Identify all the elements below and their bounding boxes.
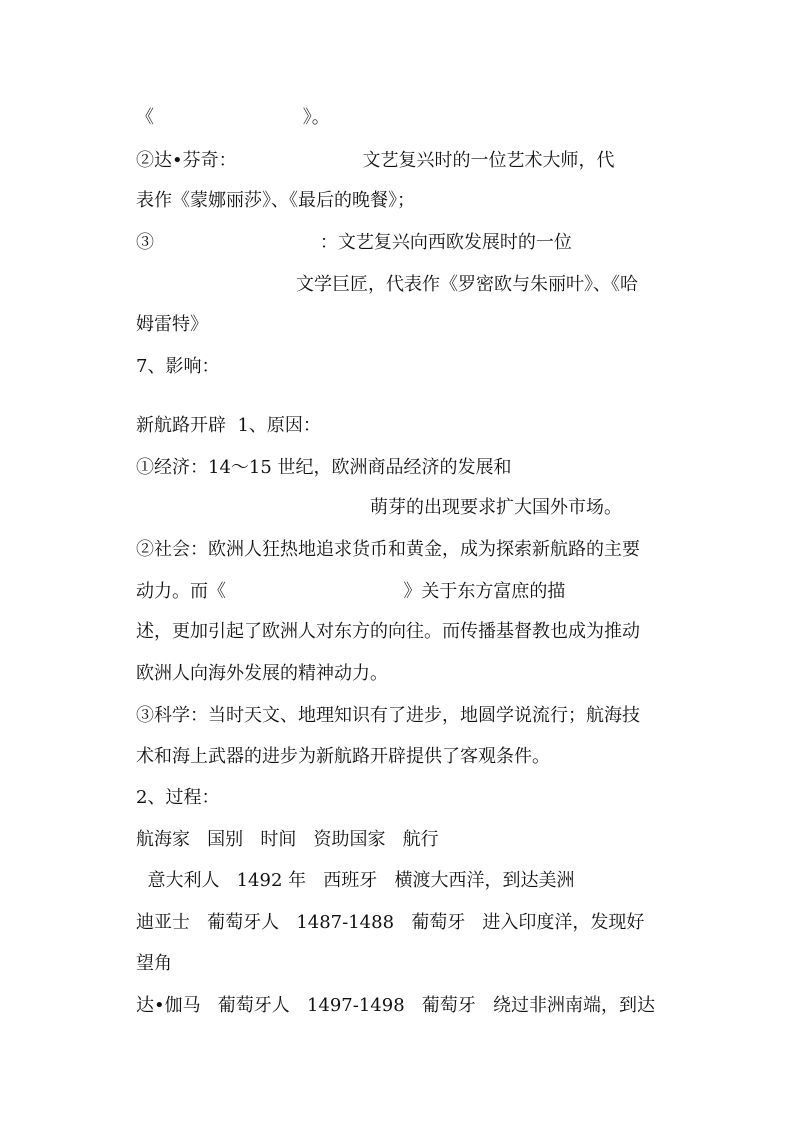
text-line: 航海家 国别 时间 资助国家 航行 (136, 829, 439, 850)
text-line: 姆雷特》 (136, 314, 208, 335)
text-line: ②社会：欧洲人狂热地追求货币和黄金，成为探索新航路的主要 (136, 539, 640, 560)
text-line: 动力。而《 》关于东方富庶的描 (136, 581, 566, 602)
text-line: 术和海上武器的进步为新航路开辟提供了客观条件。 (136, 746, 550, 767)
text-line: ②达•芬奇： 文艺复兴时的一位艺术大师，代 (136, 150, 615, 171)
text-line: 萌芽的出现要求扩大国外市场。 (370, 497, 622, 518)
text-line: 表作《蒙娜丽莎》、《最后的晚餐》； (136, 190, 415, 211)
text-line: 迪亚士 葡萄牙人 1487-1488 葡萄牙 进入印度洋，发现好 (136, 912, 645, 933)
text-line: 《 》。 (136, 107, 330, 128)
text-line: 达•伽马 葡萄牙人 1497-1498 葡萄牙 绕过非洲南端，到达 (136, 995, 655, 1016)
text-line: 述，更加引起了欧洲人对东方的向往。而传播基督教也成为推动 (136, 621, 640, 642)
text-line: 2、过程： (136, 787, 220, 808)
text-line: ③科学：当时天文、地理知识有了进步，地圆学说流行；航海技 (136, 705, 640, 726)
text-line: 7、影响： (136, 356, 220, 377)
text-line: 望角 (136, 953, 172, 974)
text-line: 欧洲人向海外发展的精神动力。 (136, 663, 388, 684)
text-line: 文学巨匠，代表作《罗密欧与朱丽叶》、《哈 (296, 274, 638, 295)
text-line: ①经济：14～15 世纪，欧洲商品经济的发展和 (136, 457, 512, 478)
text-line: 意大利人 1492 年 西班牙 横渡大西洋，到达美洲 (136, 870, 575, 891)
text-line: 新航路开辟 1、原因： (136, 415, 321, 436)
text-line: ③ ：文艺复兴向西欧发展时的一位 (136, 232, 572, 253)
